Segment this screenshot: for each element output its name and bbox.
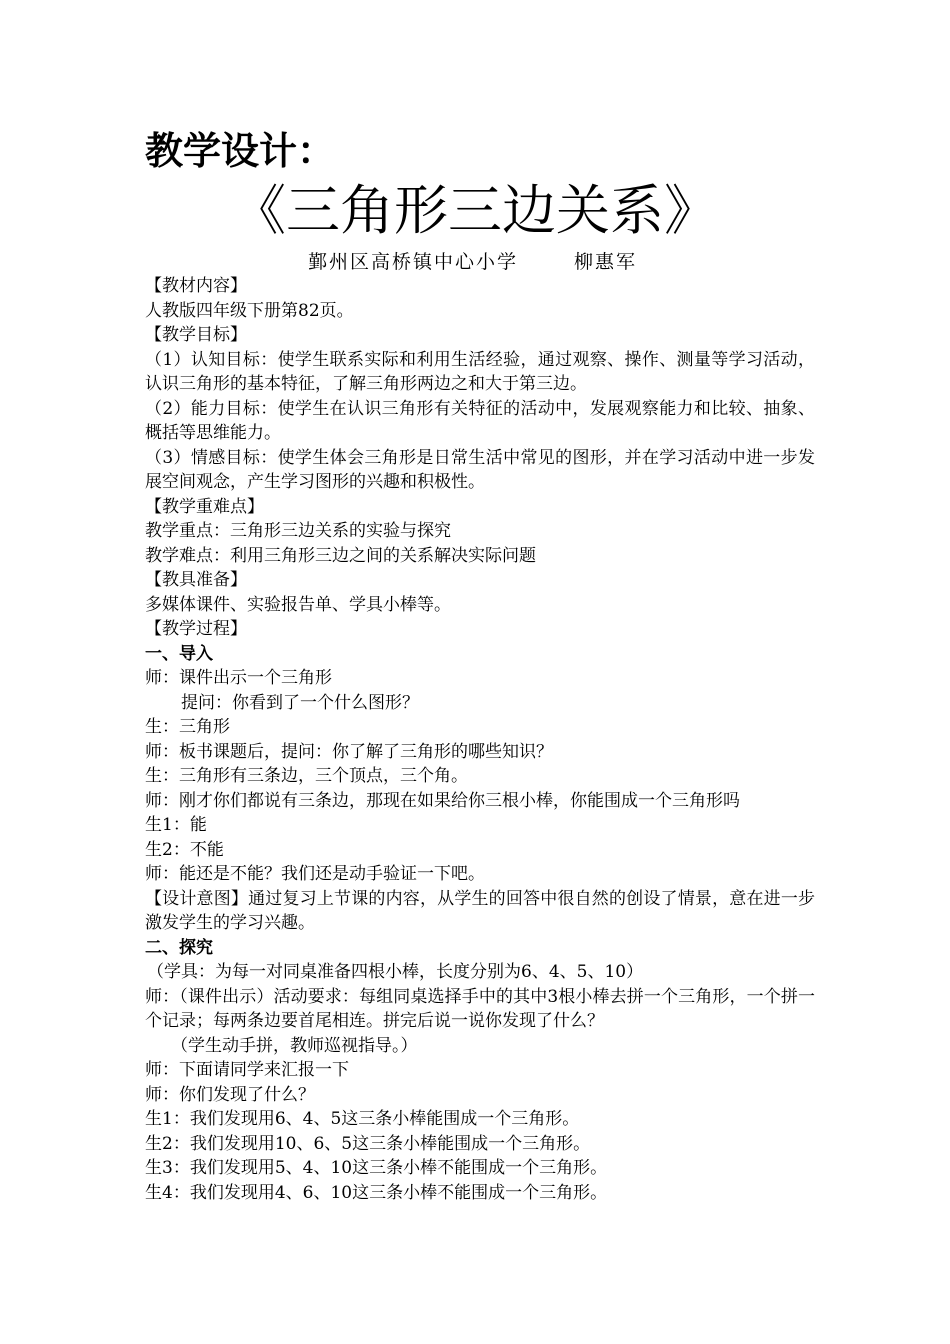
part-heading: 一、导入 — [145, 643, 213, 664]
school-name: 鄞州区高桥镇中心小学 — [308, 251, 519, 273]
dialogue-line: 生4：我们发现用4、6、10这三条小棒不能围成一个三角形。 — [145, 1182, 608, 1203]
dialogue-line: 师：课件出示一个三角形 — [145, 668, 332, 688]
dialogue-line: 师：（课件出示）活动要求：每组同桌选择手中的其中3根小棒去拼一个三角形，一个拼一个记录；每两条边要首尾相连。拼完后说一说你发现了什么？ — [145, 986, 815, 1031]
paragraph: （2）能力目标：使学生在认识三角形有关特征的活动中，发展观察能力和比较、抽象、概括等思维能力。 — [145, 398, 815, 443]
paragraph: 人教版四年级下册第82页。 — [145, 300, 354, 321]
author-line — [308, 247, 637, 277]
part-heading: 二、探究 — [145, 937, 213, 958]
dialogue-line: 师：你们发现了什么？ — [145, 1084, 315, 1105]
dialogue-line: 师：能还是不能？我们还是动手验证一下吧。 — [145, 864, 485, 884]
paragraph: 教学难点：利用三角形三边之间的关系解决实际问题 — [145, 545, 536, 566]
dialogue-line: 生3：我们发现用5、4、10这三条小棒不能围成一个三角形。 — [145, 1158, 608, 1178]
paragraph: 教学重点：三角形三边关系的实验与探究 — [145, 521, 451, 541]
lesson-title: 《三角形三边关系》 — [232, 179, 718, 242]
paragraph: （学具：为每一对同桌准备四根小棒，长度分别为6、4、5、10） — [147, 962, 644, 982]
section-heading: 【教学过程】 — [145, 619, 247, 639]
dialogue-line: 生：三角形 — [145, 717, 230, 737]
section-heading: 【教学重难点】 — [145, 496, 264, 517]
author-name: 柳惠军 — [574, 251, 638, 273]
dialogue-line: 生2：我们发现用10、6、5这三条小棒能围成一个三角形。 — [145, 1133, 591, 1154]
section-heading: 【教材内容】 — [145, 276, 247, 296]
paragraph: （3）情感目标：使学生体会三角形是日常生活中常见的图形，并在学习活动中进一步发展空间观念，产生学习图形的兴趣和积极性。 — [145, 447, 815, 492]
paragraph: （学生动手拼，教师巡视指导。） — [171, 1035, 418, 1056]
dialogue-line: 师：下面请同学来汇报一下 — [145, 1060, 349, 1080]
dialogue-line: 师：板书课题后，提问：你了解了三角形的哪些知识？ — [145, 741, 553, 762]
section-heading: 【教学目标】 — [145, 325, 247, 345]
section-heading: 【教具准备】 — [145, 570, 247, 590]
dialogue-line: 提问：你看到了一个什么图形？ — [181, 692, 419, 713]
paragraph: （1）认知目标：使学生联系实际和利用生活经验，通过观察、操作、测量等学习活动，认识三角形的基本特征，了解三角形两边之和大于第三边。 — [145, 349, 815, 394]
dialogue-line: 师：刚才你们都说有三条边，那现在如果给你三根小棒，你能围成一个三角形吗 — [145, 790, 740, 811]
dialogue-line: 生2：不能 — [145, 839, 224, 860]
doc-heading: 教学设计： — [145, 129, 336, 173]
dialogue-line: 生1：能 — [145, 815, 207, 835]
dialogue-line: 生1：我们发现用6、4、5这三条小棒能围成一个三角形。 — [145, 1109, 580, 1129]
paragraph: 多媒体课件、实验报告单、学具小棒等。 — [145, 594, 451, 615]
design-intent: 【设计意图】通过复习上节课的内容，从学生的回答中很自然的创设了情景，意在进一步激发学生的学习兴趣。 — [145, 888, 815, 933]
document-body — [145, 274, 815, 1205]
dialogue-line: 生：三角形有三条边，三个顶点，三个角。 — [145, 766, 468, 786]
